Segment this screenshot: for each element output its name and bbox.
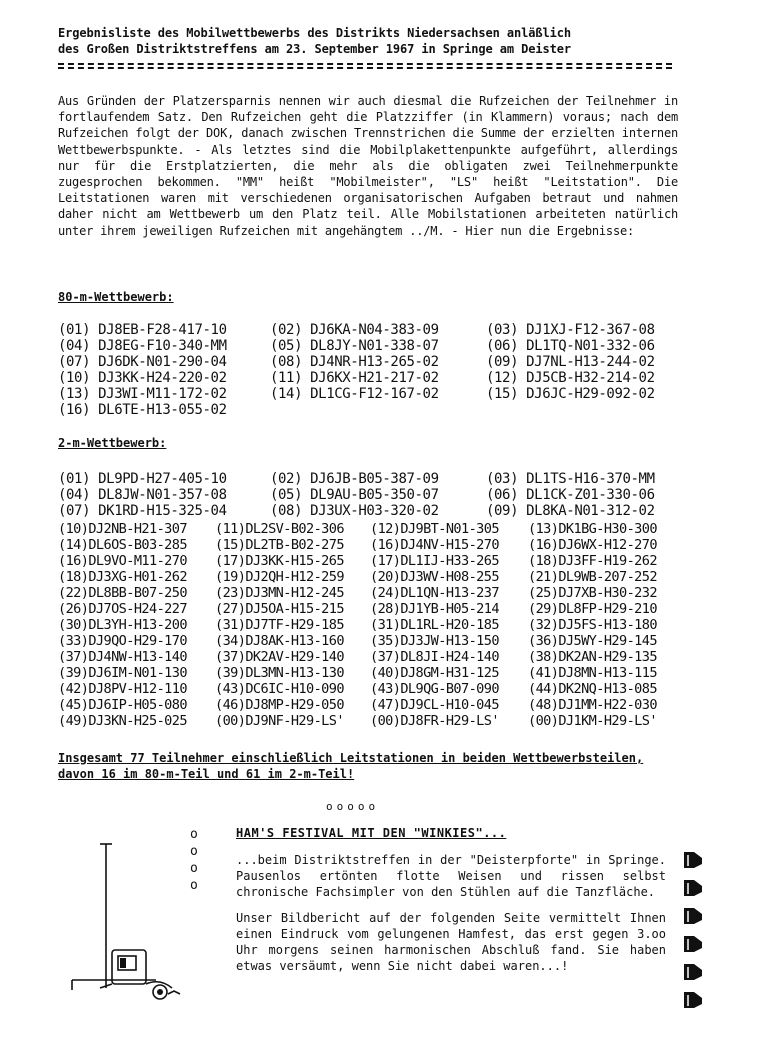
- result-entry: (35)DJ3JW-H13-150: [370, 633, 499, 649]
- result-row: [58, 338, 678, 354]
- result-entry: (31)DL1RL-H20-185: [370, 617, 499, 633]
- result-entry: (16) DL6TE-H13-055-02: [58, 402, 227, 418]
- participant-summary: Insgesamt 77 Teilnehmer einschließlich Leitstationen in beiden Wettbewerbsteilen, davon 16 im 80-m-Teil und 61 im 2-m-Teil!: [58, 751, 644, 781]
- result-entry: (40)DJ8GM-H31-125: [370, 665, 499, 681]
- title-line-2: des Großen Distriktstreffens am 23. September 1967 in Springe am Deister: [58, 42, 571, 56]
- result-entry: (18)DJ3FF-H19-262: [528, 553, 657, 569]
- result-entry: (38)DK2AN-H29-135: [528, 649, 657, 665]
- result-row: [58, 402, 678, 418]
- result-entry: (25)DJ7XB-H30-232: [528, 585, 657, 601]
- result-entry: (39)DL3MN-H13-130: [215, 665, 344, 681]
- flag-marker-icon: [682, 990, 704, 1010]
- result-entry: (48)DJ1MM-H22-030: [528, 697, 657, 713]
- result-entry: (00)DJ9NF-H29-LS': [215, 713, 344, 729]
- flag-marker-icon: [682, 906, 704, 926]
- result-entry: (11)DL2SV-B02-306: [215, 521, 344, 537]
- result-entry: (10) DJ3KK-H24-220-02: [58, 370, 227, 386]
- result-entry: (03) DJ1XJ-F12-367-08: [486, 322, 655, 338]
- result-entry: (11) DJ6KX-H21-217-02: [270, 370, 439, 386]
- festival-title: HAM'S FESTIVAL MIT DEN "WINKIES"...: [236, 826, 507, 840]
- result-entry: (30)DL3YH-H13-200: [58, 617, 187, 633]
- result-entry: (46)DJ8MP-H29-050: [215, 697, 344, 713]
- result-entry: (01) DJ8EB-F28-417-10: [58, 322, 227, 338]
- title-line-1: Ergebnisliste des Mobilwettbewerbs des Distrikts Niedersachsen anläßlich: [58, 26, 571, 40]
- result-row: [58, 354, 678, 370]
- result-row: [58, 322, 678, 338]
- margin-markers: [682, 850, 706, 1018]
- result-entry: (00)DJ8FR-H29-LS': [370, 713, 499, 729]
- result-entry: (31)DJ7TF-H29-185: [215, 617, 344, 633]
- festival-paragraph-1: ...beim Distriktstreffen in der "Deisterpforte" in Springe. Pausenlos ertönten flotte Weisen und rissen selbst chronische Fachsimpler von den Stühlen auf die Tanzfläche.: [236, 853, 666, 899]
- flag-marker-icon: [682, 850, 704, 870]
- result-row: [58, 487, 678, 503]
- result-entry: (47)DJ9CL-H10-045: [370, 697, 499, 713]
- title-rule-top: [58, 63, 672, 65]
- result-entry: (39)DJ6IM-N01-130: [58, 665, 187, 681]
- results-2m-top: [58, 471, 678, 519]
- result-entry: (43)DL9QG-B07-090: [370, 681, 499, 697]
- result-entry: (14)DL6OS-B03-285: [58, 537, 187, 553]
- festival-paragraph-2: Unser Bildbericht auf der folgenden Seite vermittelt Ihnen einen Eindruck vom gelungenen Hamfest, das erst gegen 3.oo Uhr morgens seinen harmonischen Abschluß fand. Sie haben etwas versäumt, wenn Sie nicht dabei waren...!: [236, 911, 666, 973]
- result-entry: (05) DL9AU-B05-350-07: [270, 487, 439, 503]
- heading-80m: 80-m-Wettbewerb:: [58, 290, 174, 304]
- result-row: [58, 537, 678, 553]
- result-entry: (49)DJ3KN-H25-025: [58, 713, 187, 729]
- result-entry: (12)DJ9BT-N01-305: [370, 521, 499, 537]
- result-row: [58, 617, 678, 633]
- result-entry: (26)DJ7OS-H24-227: [58, 601, 187, 617]
- flag-marker-icon: [682, 878, 704, 898]
- intro-paragraph: [58, 93, 678, 239]
- section-separator: ooooo: [326, 800, 380, 813]
- result-entry: (21)DL9WB-207-252: [528, 569, 657, 585]
- result-entry: (08) DJ3UX-H03-320-02: [270, 503, 439, 519]
- heading-2m: 2-m-Wettbewerb:: [58, 436, 167, 450]
- result-entry: (05) DL8JY-N01-338-07: [270, 338, 439, 354]
- flag-marker-icon: [682, 934, 704, 954]
- result-row: [58, 713, 678, 729]
- result-row: [58, 681, 678, 697]
- title-rule-bottom: [58, 67, 672, 69]
- result-entry: (01) DL9PD-H27-405-10: [58, 471, 227, 487]
- result-entry: (41)DJ8MN-H13-115: [528, 665, 657, 681]
- result-row: [58, 370, 678, 386]
- result-entry: (09) DL8KA-N01-312-02: [486, 503, 655, 519]
- result-entry: (02) DJ6KA-N04-383-09: [270, 322, 439, 338]
- result-entry: (42)DJ8PV-H12-110: [58, 681, 187, 697]
- result-entry: (22)DL8BB-B07-250: [58, 585, 187, 601]
- result-entry: (29)DL8FP-H29-210: [528, 601, 657, 617]
- bullet-icon: o: [190, 878, 198, 893]
- result-entry: (08) DJ4NR-H13-265-02: [270, 354, 439, 370]
- result-entry: (13) DJ3WI-M11-172-02: [58, 386, 227, 402]
- results-2m-grid: [58, 521, 678, 729]
- result-entry: (06) DL1CK-Z01-330-06: [486, 487, 655, 503]
- result-entry: (33)DJ9QO-H29-170: [58, 633, 187, 649]
- result-entry: (44)DK2NQ-H13-085: [528, 681, 657, 697]
- result-entry: (16)DJ4NV-H15-270: [370, 537, 499, 553]
- result-entry: (37)DJ4NW-H13-140: [58, 649, 187, 665]
- intro-text: Aus Gründen der Platzersparnis nennen wir auch diesmal die Rufzeichen der Teilnehmer in fortlaufendem Satz. Den Rufzeichen geht die Platzziffer (in Klammern) voraus; nach dem Rufzeichen folgt der DOK, danach zwischen Trennstrichen die Summe der erzielten internen Wettbewerbspunkte. - Als letztes sind die Mobilplakettenpunkte aufgeführt, allerdings nur für die Erstplatzierten, die mehr als die obligaten zwei Teilnehmerpunkte zugesprochen bekommen. "MM" heißt "Mobilmeister", "LS" heißt "Leitstation". Die Leitstationen waren mit verschiedenen organisatorischen Aufgaben betraut und nahmen daher nicht am Wettbewerb um den Platz teil. Alle Mobilstationen arbeiteten natürlich unter ihrem jeweiligen Rufzeichen mit angehängtem ../M. - Hier nun die Ergebnisse:: [58, 94, 678, 238]
- result-entry: (10)DJ2NB-H21-307: [58, 521, 187, 537]
- result-row: [58, 601, 678, 617]
- result-entry: (28)DJ1YB-H05-214: [370, 601, 499, 617]
- result-entry: (37)DL8JI-H24-140: [370, 649, 499, 665]
- festival-text: [236, 852, 666, 984]
- result-row: [58, 386, 678, 402]
- result-entry: (14) DL1CG-F12-167-02: [270, 386, 439, 402]
- result-entry: (04) DJ8EG-F10-340-MM: [58, 338, 227, 354]
- result-entry: (16)DJ6WX-H12-270: [528, 537, 657, 553]
- result-entry: (18)DJ3XG-H01-262: [58, 569, 187, 585]
- result-row: [58, 471, 678, 487]
- result-row: [58, 649, 678, 665]
- result-entry: (12) DJ5CB-H32-214-02: [486, 370, 655, 386]
- result-row: [58, 585, 678, 601]
- bullet-icon: o: [190, 827, 198, 842]
- result-entry: (06) DL1TQ-N01-332-06: [486, 338, 655, 354]
- result-entry: (17)DJ3KK-H15-265: [215, 553, 344, 569]
- result-entry: (07) DK1RD-H15-325-04: [58, 503, 227, 519]
- result-entry: (36)DJ5WY-H29-145: [528, 633, 657, 649]
- result-entry: (34)DJ8AK-H13-160: [215, 633, 344, 649]
- result-row: [58, 521, 678, 537]
- result-entry: (20)DJ3WV-H08-255: [370, 569, 499, 585]
- result-entry: (15) DJ6JC-H29-092-02: [486, 386, 655, 402]
- decorative-bullets: [190, 826, 198, 894]
- result-entry: (24)DL1QN-H13-237: [370, 585, 499, 601]
- result-row: [58, 633, 678, 649]
- result-entry: (45)DJ6IP-H05-080: [58, 697, 187, 713]
- result-entry: (32)DJ5FS-H13-180: [528, 617, 657, 633]
- result-entry: (03) DL1TS-H16-370-MM: [486, 471, 655, 487]
- result-entry: (17)DL1IJ-H33-265: [370, 553, 499, 569]
- result-entry: (43)DC6IC-H10-090: [215, 681, 344, 697]
- result-entry: (07) DJ6DK-N01-290-04: [58, 354, 227, 370]
- result-row: [58, 569, 678, 585]
- result-entry: (13)DK1BG-H30-300: [528, 521, 657, 537]
- result-row: [58, 553, 678, 569]
- result-entry: (04) DL8JW-N01-357-08: [58, 487, 227, 503]
- document-title: [58, 25, 678, 57]
- bullet-icon: o: [190, 844, 198, 859]
- result-entry: (00)DJ1KM-H29-LS': [528, 713, 657, 729]
- result-entry: (37)DK2AV-H29-140: [215, 649, 344, 665]
- results-80m: [58, 322, 678, 418]
- result-entry: (27)DJ5OA-H15-215: [215, 601, 344, 617]
- bullet-icon: o: [190, 861, 198, 876]
- result-row: [58, 697, 678, 713]
- result-entry: (15)DL2TB-B02-275: [215, 537, 344, 553]
- mobile-station-car-sketch-icon: [60, 838, 190, 1003]
- result-row: [58, 665, 678, 681]
- result-entry: (23)DJ3MN-H12-245: [215, 585, 344, 601]
- result-entry: (16)DL9VO-M11-270: [58, 553, 187, 569]
- result-entry: (19)DJ2QH-H12-259: [215, 569, 344, 585]
- result-entry: (09) DJ7NL-H13-244-02: [486, 354, 655, 370]
- result-entry: (02) DJ6JB-B05-387-09: [270, 471, 439, 487]
- flag-marker-icon: [682, 962, 704, 982]
- result-row: [58, 503, 678, 519]
